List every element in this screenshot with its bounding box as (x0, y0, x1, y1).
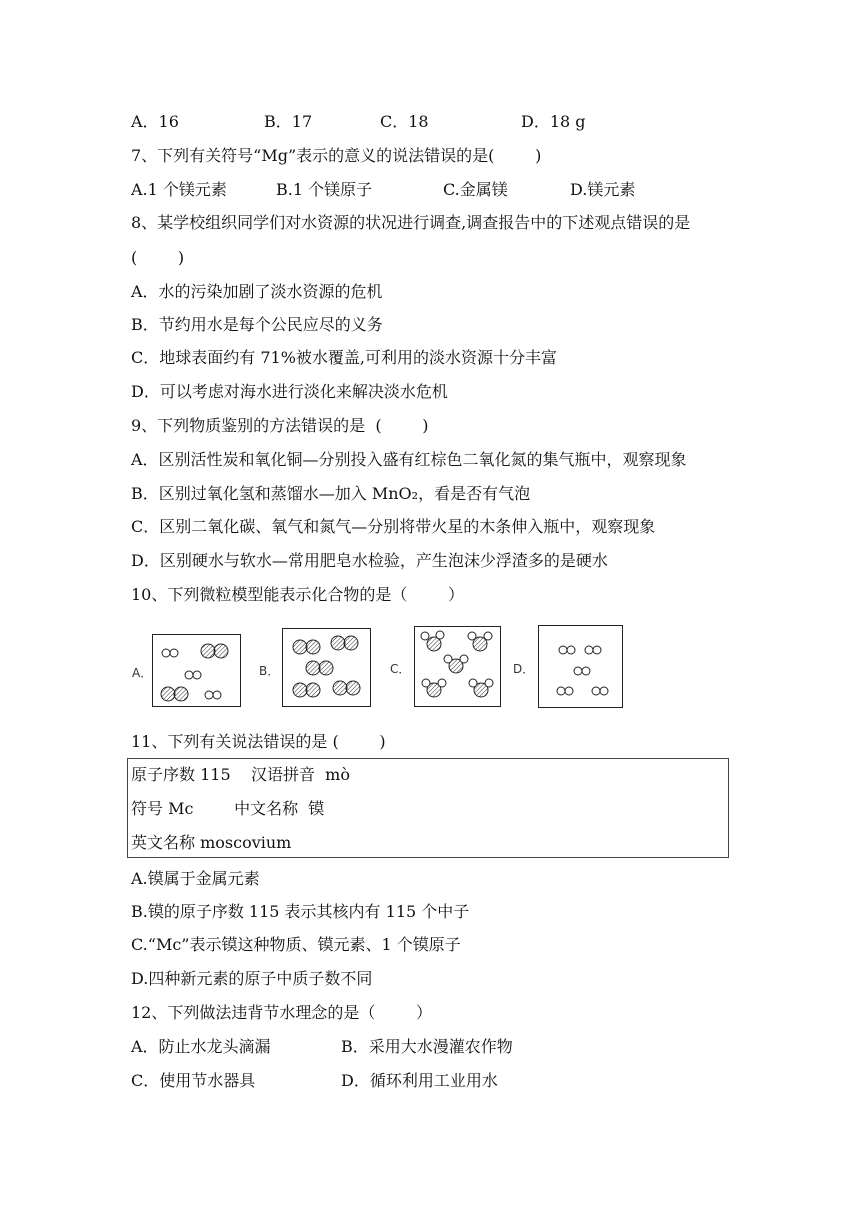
model-c-box (414, 626, 502, 708)
model-a-box (152, 634, 242, 708)
q9-stem: 9、下列物质鉴别的方法错误的是 ( ) (131, 416, 429, 435)
q8-stem-cont: ( ) (131, 248, 185, 267)
q12-stem: 12、下列做法违背节水理念的是（ ） (131, 1003, 433, 1022)
element-info-box (127, 758, 729, 858)
q6-option-a: A．16 (131, 112, 179, 131)
q12-option-d: D．循环利用工业用水 (341, 1071, 498, 1090)
model-d-box (538, 625, 624, 709)
q11-option-b: B.镆的原子序数 115 表示其核内有 115 个中子 (131, 902, 470, 921)
q12-option-a: A．防止水龙头滴漏 (131, 1037, 271, 1056)
q6-option-d: D．18 g (521, 112, 586, 131)
q9-option-b: B．区别过氧化氢和蒸馏水—加入 MnO₂，看是否有气泡 (131, 484, 531, 503)
model-c-label: C． (390, 662, 411, 676)
q8-option-d: D．可以考虑对海水进行淡化来解决淡水危机 (131, 382, 448, 401)
q8-option-b: B．节约用水是每个公民应尽的义务 (131, 315, 383, 334)
q11-option-c: C.“Mc”表示镆这种物质、镆元素、1 个镆原子 (131, 935, 461, 954)
q9-option-a: A．区别活性炭和氧化铜—分别投入盛有红棕色二氧化氮的集气瓶中，观察现象 (131, 450, 687, 469)
info-row-number-pinyin: 原子序数 115 汉语拼音 mò (131, 765, 350, 784)
q6-option-b: B．17 (264, 112, 313, 131)
model-b-label: B． (259, 664, 280, 678)
info-row-symbol-name: 符号 Mc 中文名称 镆 (131, 799, 325, 818)
q11-option-a: A.镆属于金属元素 (131, 869, 260, 888)
q9-option-c: C．区别二氧化碳、氧气和氮气—分别将带火星的木条伸入瓶中，观察现象 (131, 517, 656, 536)
q8-stem: 8、某学校组织同学们对水资源的状况进行调查,调查报告中的下述观点错误的是 (131, 213, 691, 232)
q8-option-c: C．地球表面约有 71%被水覆盖,可利用的淡水资源十分丰富 (131, 348, 557, 367)
info-row-english-name: 英文名称 moscovium (131, 833, 292, 852)
q7-stem: 7、下列有关符号“Mg”表示的意义的说法错误的是( ) (131, 146, 542, 165)
model-d-label: D． (513, 662, 535, 676)
q7-option-c: C.金属镁 (443, 180, 508, 199)
q7-option-d: D.镁元素 (570, 180, 636, 199)
model-b-box (282, 628, 372, 708)
q11-stem: 11、下列有关说法错误的是 ( ) (131, 732, 386, 751)
q10-stem: 10、下列微粒模型能表示化合物的是（ ） (131, 585, 465, 604)
q7-option-b: B.1 个镁原子 (276, 180, 373, 199)
q8-option-a: A．水的污染加剧了淡水资源的危机 (131, 282, 383, 301)
q12-option-b: B．采用大水漫灌农作物 (341, 1037, 513, 1056)
model-a-label: A． (132, 666, 153, 680)
q9-option-d: D．区别硬水与软水—常用肥皂水检验，产生泡沫少浮渣多的是硬水 (131, 551, 608, 570)
q12-option-c: C．使用节水器具 (131, 1071, 256, 1090)
q7-option-a: A.1 个镁元素 (131, 180, 227, 199)
q6-option-c: C．18 (380, 112, 429, 131)
q11-option-d: D.四种新元素的原子中质子数不同 (131, 969, 373, 988)
